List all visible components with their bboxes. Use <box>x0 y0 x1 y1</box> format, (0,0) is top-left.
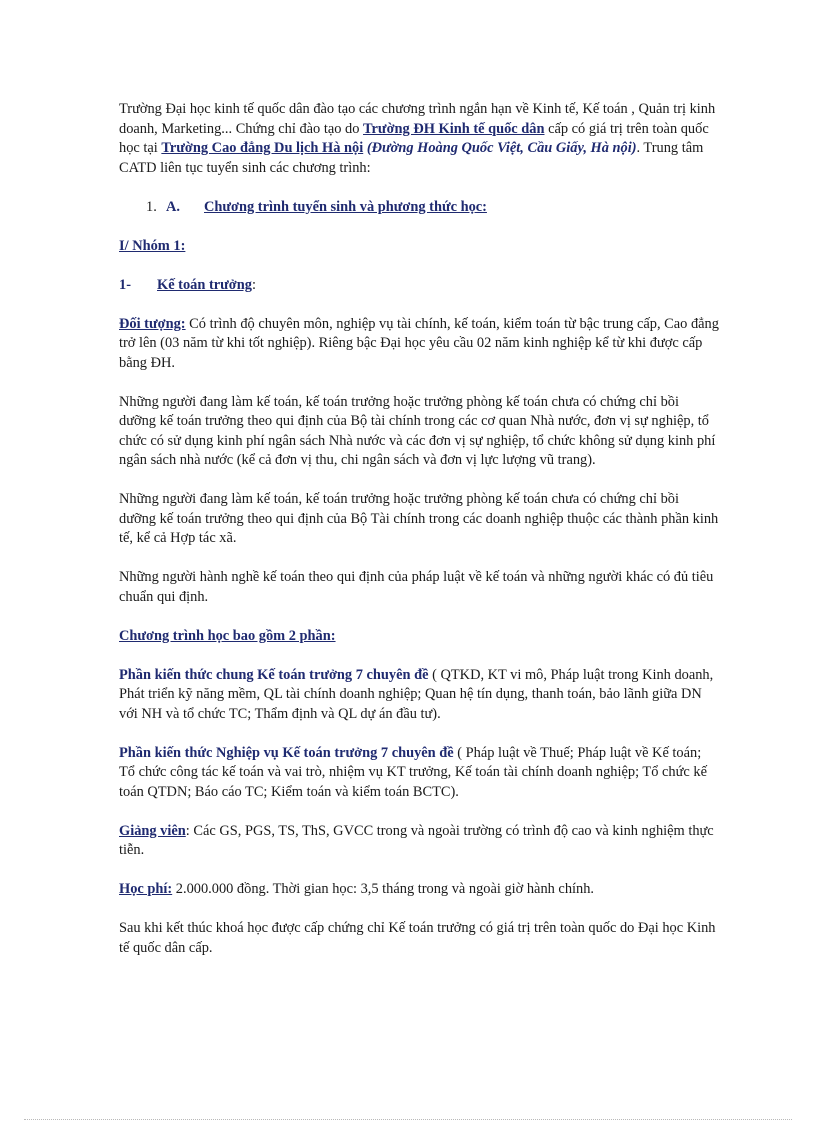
fee-label: Học phí: <box>119 881 173 897</box>
lecturer-label: Giảng viên <box>119 822 186 839</box>
lecturer-paragraph <box>119 822 719 861</box>
professional-knowledge-paragraph <box>119 744 719 803</box>
program-title: Chương trình học bao gồm 2 phần: <box>119 627 336 644</box>
intro-text-1: Trường Đại học kinh tế quốc dân đào tạo các chương trình ngắn hạn về Kinh tế, Kế toán , Quản trị kinh doanh, Marketing... Chứng chỉ đào tạo do <box>119 101 716 137</box>
audience-paragraph-3: Những người hành nghề kế toán theo qui định của pháp luật về kế toán và những người khác có đủ tiêu chuẩn qui định. <box>119 569 714 605</box>
target-audience-paragraph <box>119 315 719 374</box>
general-knowledge-text: ( QTKD, KT vi mô, Pháp luật trong Kinh doanh, Phát triển kỹ năng mềm, QL tài chính doanh nghiệp; Quan hệ tín dụng, thanh toán, bảo lãnh giữa DN với NH và tổ chức TC; Thẩm định và QL dự án đầu tư). <box>119 666 714 722</box>
professional-knowledge-label: Phần kiến thức Nghiệp vụ Kế toán trưởng 7 chuyên đề <box>119 744 454 761</box>
section-a-heading <box>146 198 719 218</box>
fee-text: 2.000.000 đồng. Thời gian học: 3,5 tháng trong và ngoài giờ hành chính. <box>172 881 595 897</box>
intro-paragraph <box>119 100 719 178</box>
audience-paragraph-1: Những người đang làm kế toán, kế toán trưởng hoặc trưởng phòng kế toán chưa có chứng chỉ bồi dưỡng kế toán trưởng theo qui định của Bộ tài chính trong các cơ quan Nhà nước, đơn vị sự nghiệp, tổ chức có sử dụng kinh phí ngân sách Nhà nước và các đơn vị sự nghiệp, tổ chức không sử dụng kinh phí ngân sách nhà nước (kể cả đơn vị thu, chi ngân sách và đơn vị lực lượng vũ trang). <box>119 393 716 468</box>
intro-text-3: . Trung tâm CATD liên tục tuyển sinh các chương trình: <box>119 140 704 176</box>
section-a-letter: A. <box>166 198 180 215</box>
neu-link[interactable]: Trường ĐH Kinh tế quốc dân <box>363 120 545 137</box>
tourism-college-link[interactable]: Trường Cao đẳng Du lịch Hà nội <box>161 140 364 156</box>
section-a-number: 1. <box>146 198 157 215</box>
lecturer-text: : Các GS, PGS, TS, ThS, GVCC trong và ngoài trường có trình độ cao và kinh nghiệm thực tiễn. <box>119 822 714 858</box>
general-knowledge-label: Phần kiến thức chung Kế toán trưởng 7 chuyên đề <box>119 666 429 683</box>
document-body <box>119 100 719 978</box>
intro-text-2: cấp có giá trị trên toàn quốc học tại <box>119 120 709 156</box>
group1-title: I/ Nhóm 1: <box>119 237 186 254</box>
page-bottom-rule <box>24 1119 792 1120</box>
target-audience-label: Đối tượng: <box>119 315 186 332</box>
closing-paragraph: Sau khi kết thúc khoá học được cấp chứng chỉ Kế toán trưởng có giá trị trên toàn quốc do Đại học Kinh tế quốc dân cấp. <box>119 920 716 956</box>
section-a-title: Chương trình tuyển sinh và phương thức học: <box>204 198 487 215</box>
fee-paragraph <box>119 880 719 900</box>
professional-knowledge-text: ( Pháp luật về Thuế; Pháp luật về Kế toán; Tổ chức công tác kế toán và vai trò, nhiệm vụ KT trưởng, Kế toán tài chính doanh nghiệp; Tổ chức kế toán QTDN; Báo cáo TC; Kiểm toán và kiểm toán BCTC). <box>119 744 707 800</box>
audience-paragraph-2: Những người đang làm kế toán, kế toán trưởng hoặc trưởng phòng kế toán chưa có chứng chỉ bồi dưỡng kế toán trưởng theo qui định của Bộ Tài chính trong các doanh nghiệp thuộc các thành phần kinh tế, kể cả Hợp tác xã. <box>119 491 719 546</box>
target-audience-text: Có trình độ chuyên môn, nghiệp vụ tài chính, kế toán, kiểm toán từ bậc trung cấp, Cao đẳng trở lên (03 năm từ khi tốt nghiệp). Riêng bậc Đại học yêu cầu 02 năm kinh nghiệp kể từ khi được cấp bằng ĐH. <box>119 315 719 371</box>
item1-heading <box>119 276 719 296</box>
item1-suffix: : <box>251 276 256 293</box>
item1-number: 1- <box>119 276 131 293</box>
general-knowledge-paragraph <box>119 666 719 725</box>
item1-title: Kế toán trưởng <box>157 276 252 293</box>
tourism-college-address: (Đường Hoàng Quốc Việt, Cầu Giấy, Hà nội) <box>363 140 637 156</box>
